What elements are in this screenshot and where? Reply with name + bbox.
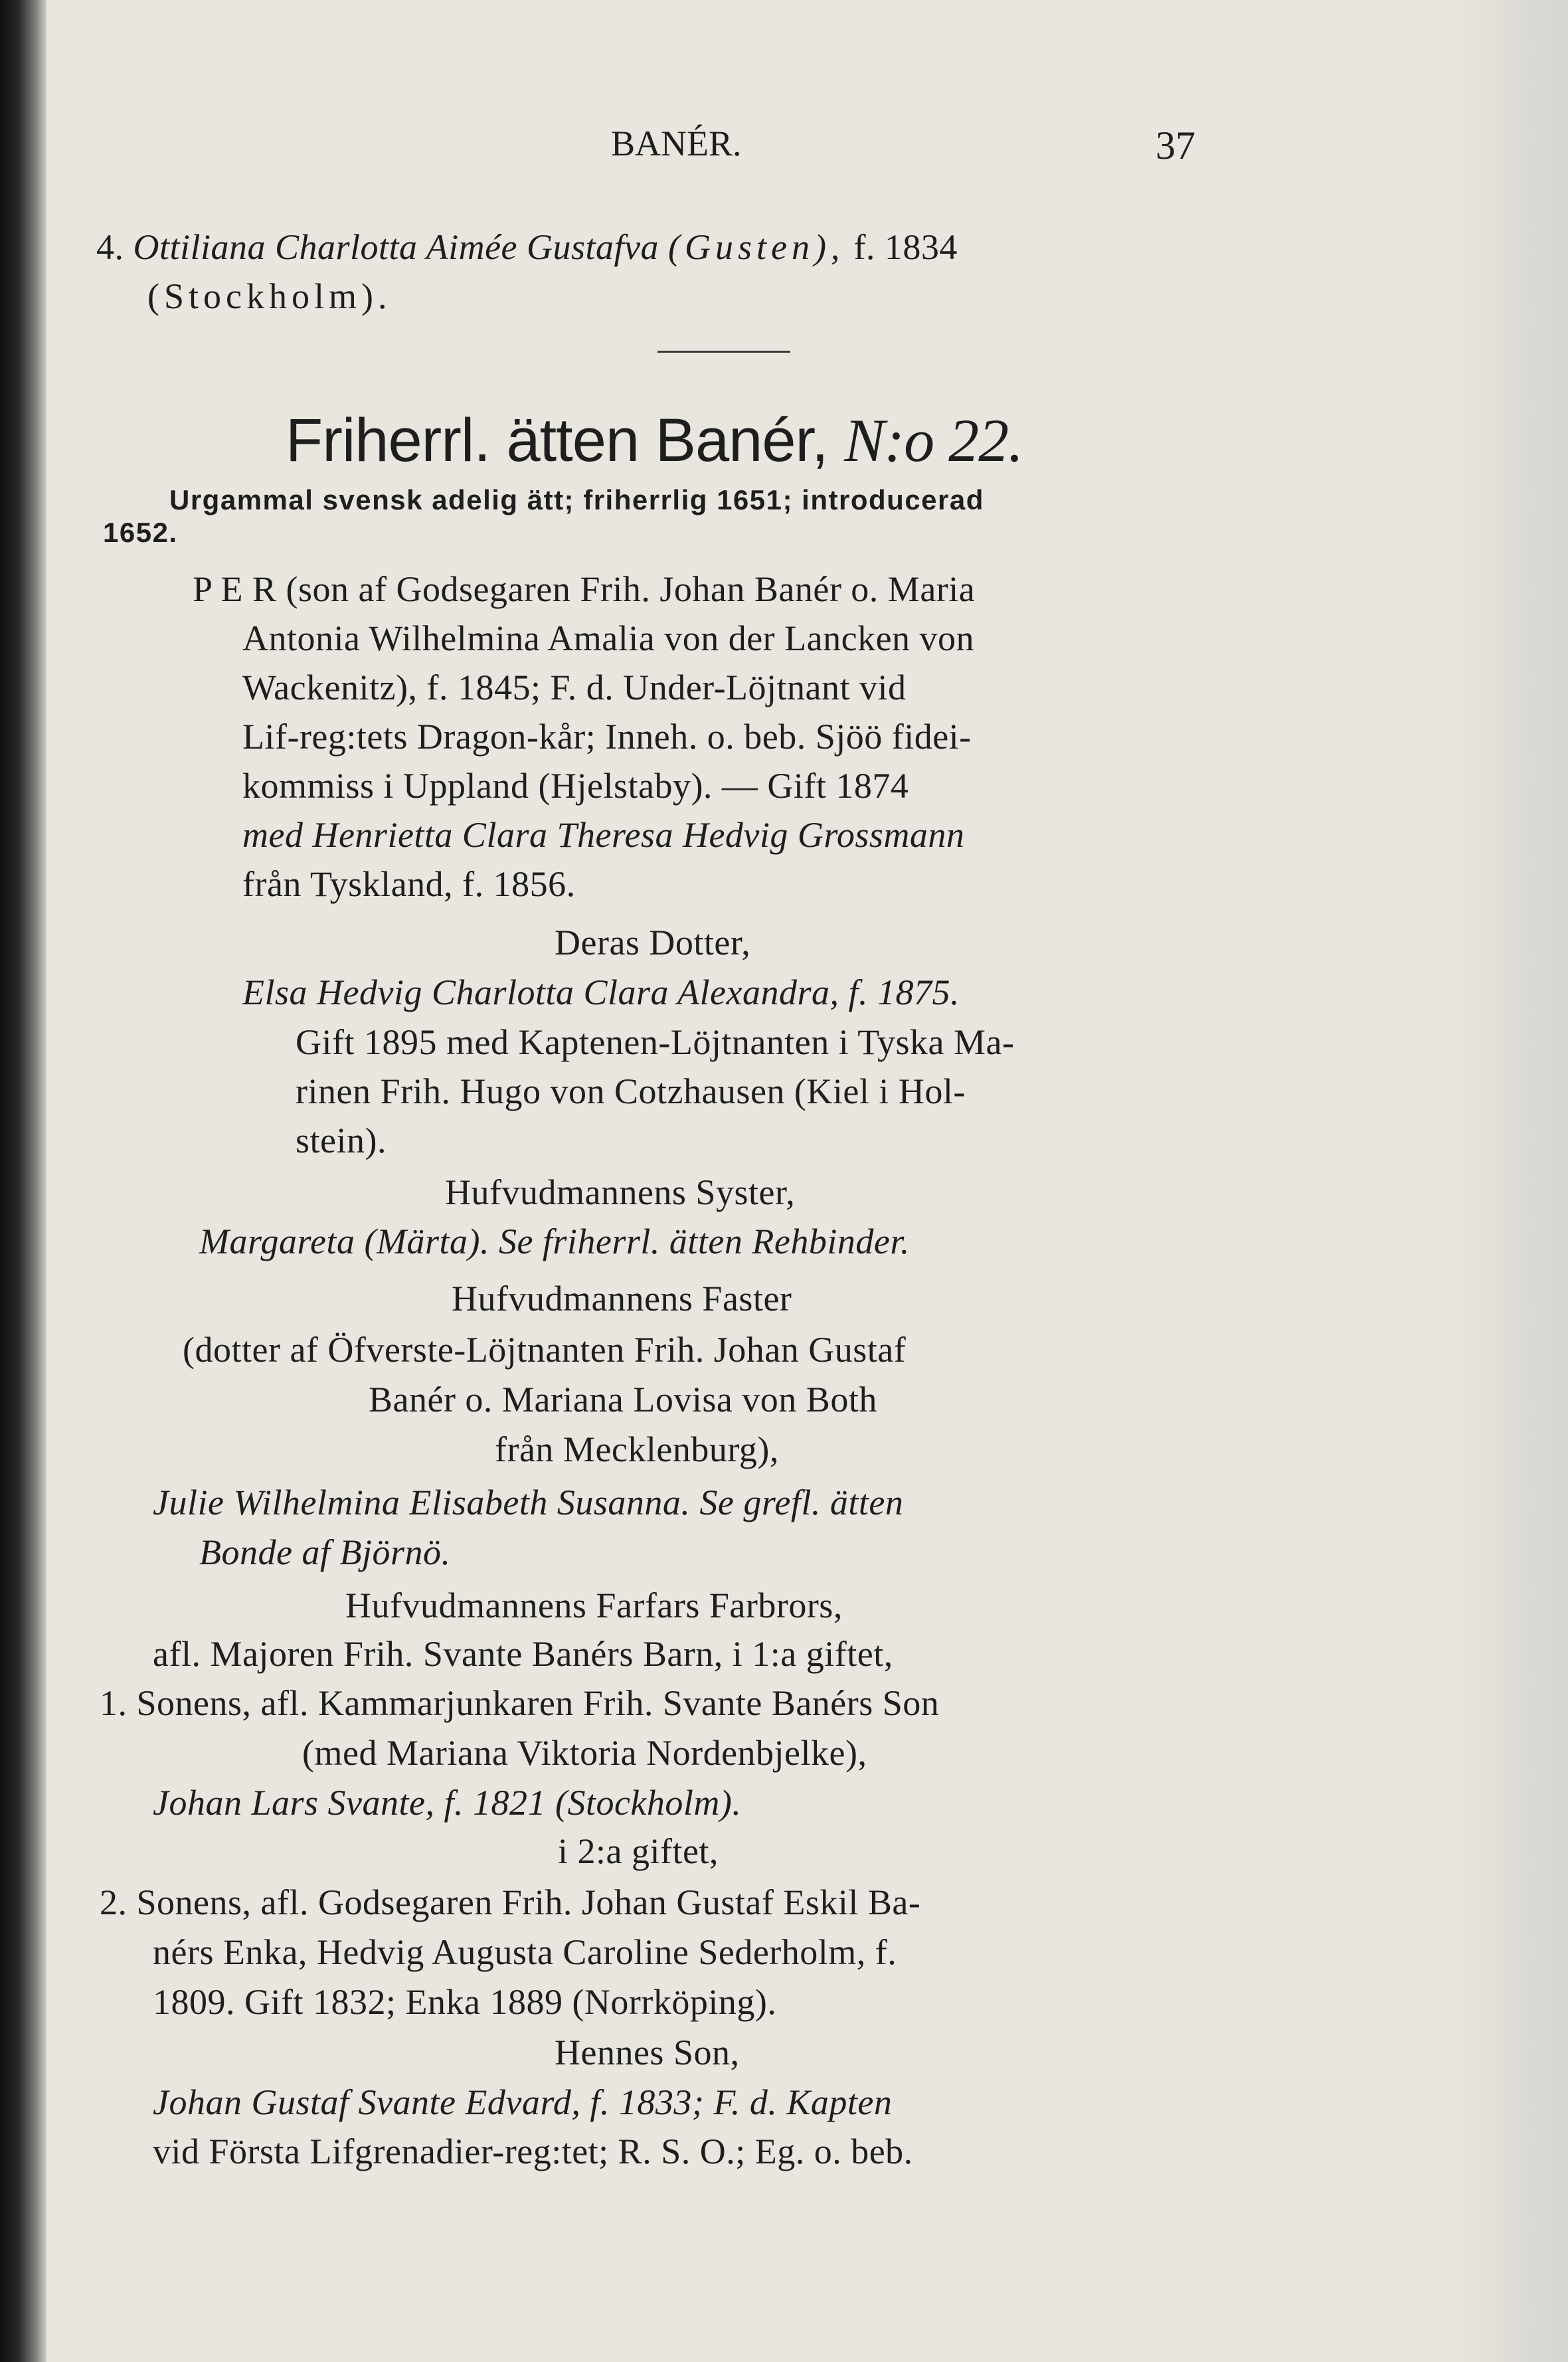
text-line: 1. Sonens, afl. Kammarjunkaren Frih. Svante Banérs Son <box>100 1683 940 1723</box>
text-line: Hufvudmannens Syster, <box>445 1172 796 1212</box>
text-line: Gift 1895 med Kaptenen-Löjtnanten i Tyska Ma- <box>296 1022 1015 1062</box>
text-line: Elsa Hedvig Charlotta Clara Alexandra, f. 1875. <box>242 972 960 1012</box>
text-line: stein). <box>296 1121 387 1160</box>
text-line: Deras Dotter, <box>555 923 751 962</box>
text-line: nérs Enka, Hedvig Augusta Caroline Sederholm, f. <box>153 1932 897 1972</box>
text-line: Bonde af Björnö. <box>199 1532 451 1572</box>
entry-4-called: (Gusten), <box>667 227 845 267</box>
text-line: Hufvudmannens Faster <box>452 1279 792 1318</box>
text-line: 2. Sonens, afl. Godsegaren Frih. Johan Gustaf Eskil Ba- <box>100 1882 921 1922</box>
text-line: från Mecklenburg), <box>495 1429 779 1469</box>
text-line: i 2:a giftet, <box>558 1831 719 1871</box>
entry-4-place: (Stockholm). <box>147 276 392 316</box>
text-line: Antonia Wilhelmina Amalia von der Lancken von <box>242 618 975 658</box>
text-line: (dotter af Öfverste-Löjtnanten Frih. Johan Gustaf <box>183 1330 907 1370</box>
section-title-number: N:o 22. <box>844 407 1023 474</box>
text-line: Hufvudmannens Farfars Farbrors, <box>345 1586 843 1625</box>
page-number: 37 <box>1156 124 1195 167</box>
text-line: P E R (son af Godsegaren Frih. Johan Banér o. Maria <box>193 569 976 609</box>
text-line: Hennes Son, <box>555 2033 740 2072</box>
entry-4-line-1 <box>96 226 958 268</box>
text-line: kommiss i Uppland (Hjelstaby). — Gift 1874 <box>242 766 909 806</box>
section-intro-line-2: 1652. <box>103 517 178 548</box>
section-title-prefix: Friherrl. ätten Banér, <box>286 407 828 474</box>
section-intro-line-1: Urgammal svensk adelig ätt; friherrlig 1651; introducerad <box>169 484 984 515</box>
text-line: afl. Majoren Frih. Svante Banérs Barn, i 1:a giftet, <box>153 1634 893 1674</box>
text-line: Lif-reg:tets Dragon-kår; Inneh. o. beb. Sjöö fidei- <box>242 717 972 757</box>
section-title <box>286 404 1023 477</box>
entry-4-number: 4. <box>96 227 124 267</box>
text-line: rinen Frih. Hugo von Cotzhausen (Kiel i Hol- <box>296 1071 966 1111</box>
text-line: 1809. Gift 1832; Enka 1889 (Norrköping). <box>153 1982 777 2022</box>
text-line: Johan Gustaf Svante Edvard, f. 1833; F. d. Kapten <box>153 2082 893 2122</box>
text-line: Julie Wilhelmina Elisabeth Susanna. Se grefl. ätten <box>153 1483 904 1522</box>
text-line: Banér o. Mariana Lovisa von Both <box>369 1380 877 1419</box>
entry-4-birth: f. 1834 <box>853 227 958 267</box>
text-line: vid Första Lifgrenadier-reg:tet; R. S. O.; Eg. o. beb. <box>153 2132 913 2171</box>
text-line: Margareta (Märta). Se friherrl. ätten Rehbinder. <box>199 1222 910 1261</box>
running-title: BANÉR. <box>611 124 742 163</box>
section-divider <box>657 351 790 353</box>
entry-4-names: Ottiliana Charlotta Aimée Gustafva <box>133 227 659 267</box>
text-line: Wackenitz), f. 1845; F. d. Under-Löjtnant vid <box>242 668 907 707</box>
text-line: med Henrietta Clara Theresa Hedvig Grossmann <box>242 815 965 855</box>
text-line: från Tyskland, f. 1856. <box>242 864 576 904</box>
text-line: Johan Lars Svante, f. 1821 (Stockholm). <box>153 1783 742 1823</box>
text-line: (med Mariana Viktoria Nordenbjelke), <box>302 1733 867 1773</box>
